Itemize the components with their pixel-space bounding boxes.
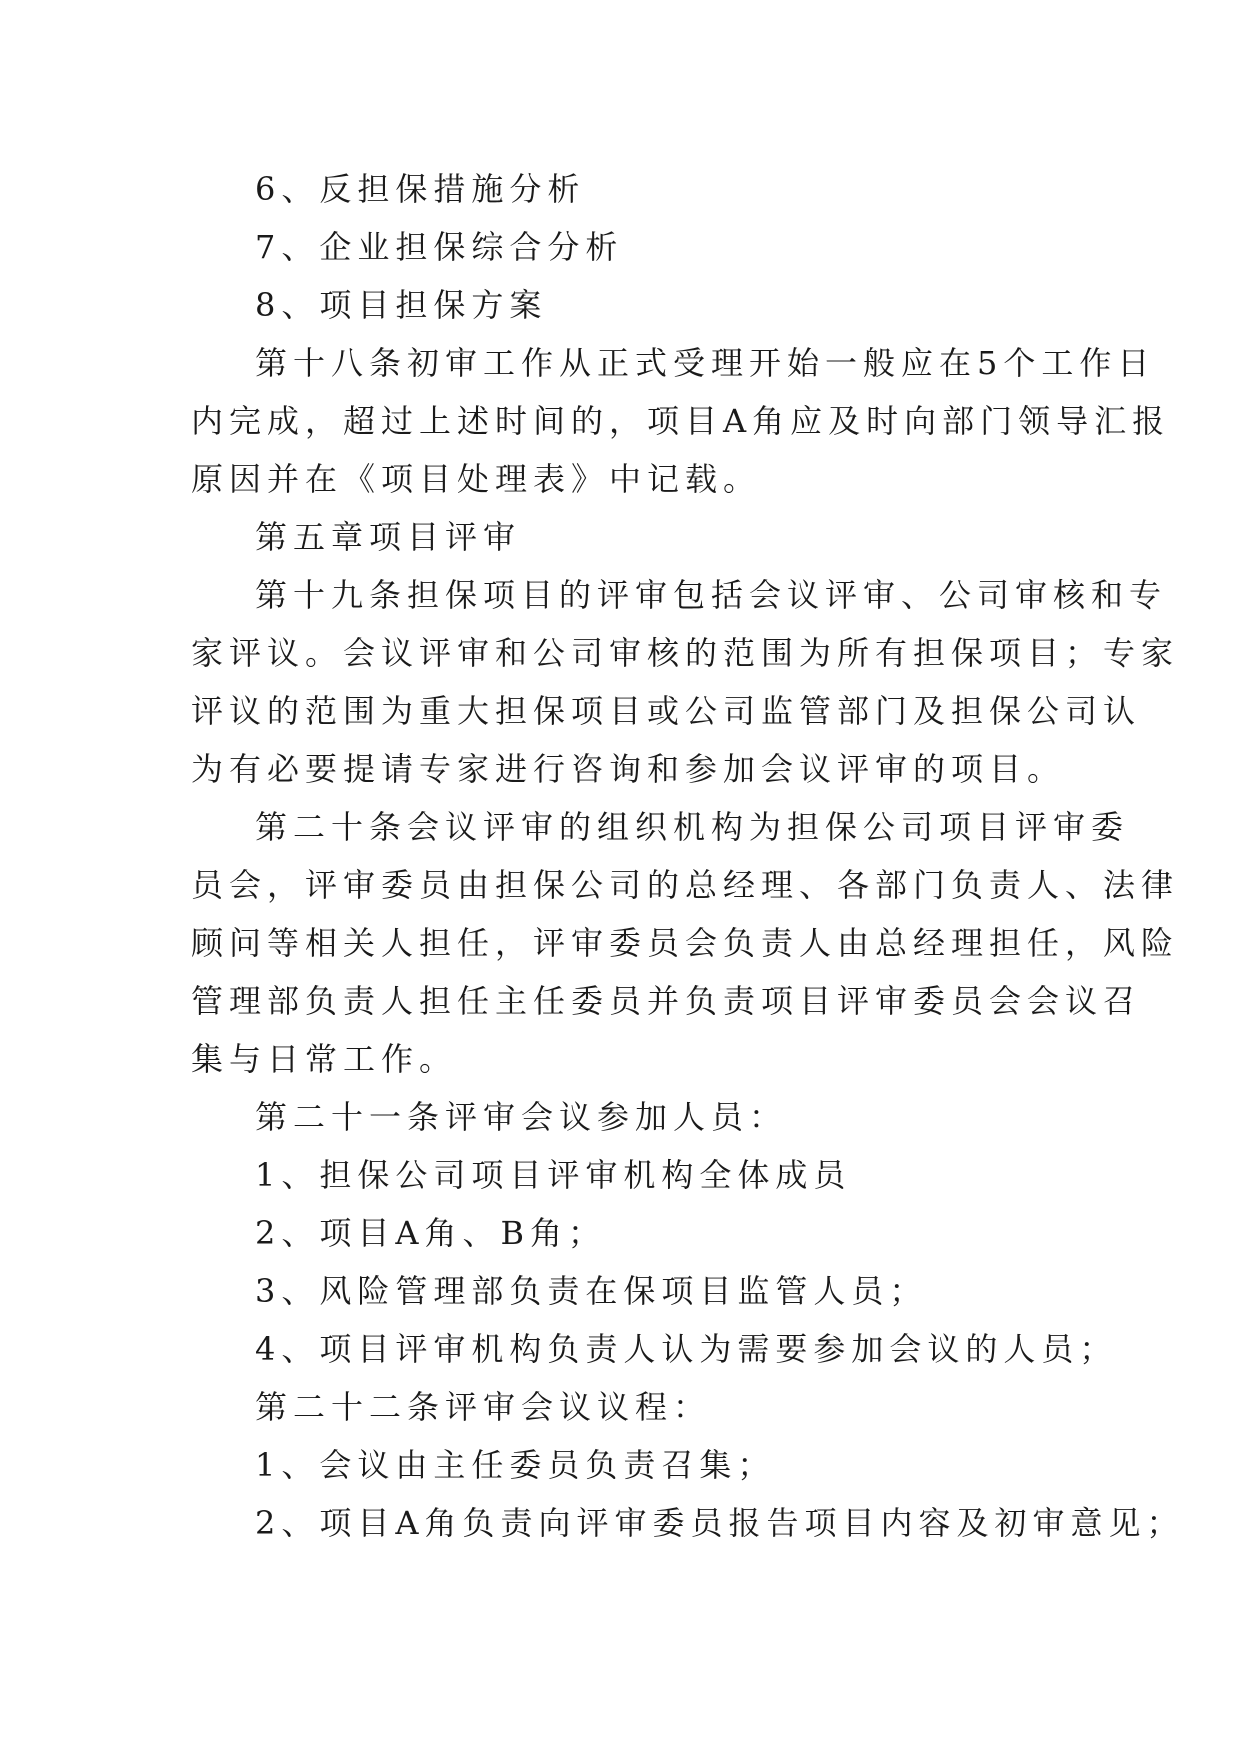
article-22-heading: 第二十二条评审会议议程： (255, 1388, 712, 1426)
list-item-7: 7、企业担保综合分析 (255, 228, 624, 266)
article-20-line-1: 第二十条会议评审的组织机构为担保公司项目评审委 (255, 808, 1130, 846)
list-item-6: 6、反担保措施分析 (255, 170, 586, 208)
chapter-heading: 第五章项目评审 (255, 518, 522, 556)
article-19-line-2: 家评议。会议评审和公司审核的范围为所有担保项目；专家 (191, 634, 1180, 672)
article-19-line-3: 评议的范围为重大担保项目或公司监管部门及担保公司认 (191, 692, 1142, 730)
article-18-line-1: 第十八条初审工作从正式受理开始一般应在5个工作日 (255, 344, 1156, 382)
article-20-line-4: 管理部负责人担任主任委员并负责项目评审委员会会议召 (191, 982, 1142, 1020)
article-21-item-3: 3、风险管理部负责在保项目监管人员； (255, 1272, 928, 1310)
article-18-line-2: 内完成，超过上述时间的，项目A角应及时向部门领导汇报 (191, 402, 1171, 440)
article-20-line-3: 顾问等相关人担任，评审委员会负责人由总经理担任，风险 (191, 924, 1180, 962)
document-body (191, 160, 1185, 1552)
article-21-item-1: 1、担保公司项目评审机构全体成员 (255, 1156, 852, 1194)
list-item-8: 8、项目担保方案 (255, 286, 548, 324)
article-21-item-4: 4、项目评审机构负责人认为需要参加会议的人员； (255, 1330, 1118, 1368)
article-18-line-3: 原因并在《项目处理表》中记载。 (191, 460, 762, 498)
article-19-line-4: 为有必要提请专家进行咨询和参加会议评审的项目。 (191, 750, 1066, 788)
article-22-item-2: 2、项目A角负责向评审委员报告项目内容及初审意见； (255, 1504, 1185, 1542)
article-20-line-5: 集与日常工作。 (191, 1040, 458, 1078)
article-19-line-1: 第十九条担保项目的评审包括会议评审、公司审核和专 (255, 576, 1168, 614)
article-20-line-2: 员会，评审委员由担保公司的总经理、各部门负责人、法律 (191, 866, 1180, 904)
article-21-heading: 第二十一条评审会议参加人员： (255, 1098, 788, 1136)
article-21-item-2: 2、项目A角、B角； (255, 1214, 606, 1252)
article-22-item-1: 1、会议由主任委员负责召集； (255, 1446, 776, 1484)
